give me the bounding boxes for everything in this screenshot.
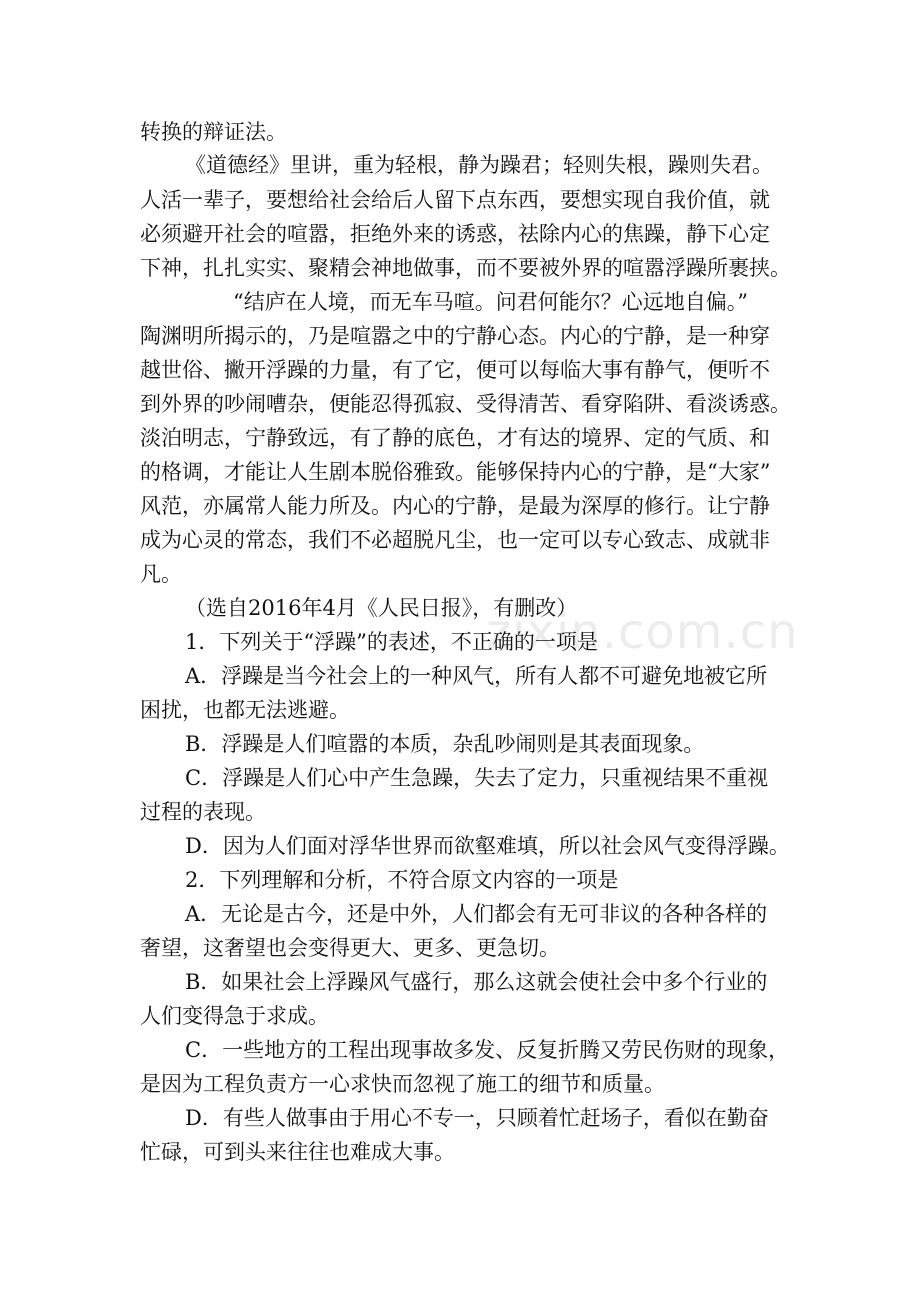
- text-line: B．如果社会上浮躁风气盛行，那么这就会使社会中多个行业的: [185, 970, 768, 994]
- text-line: （选自2016年4月《人民日报》，有删改）: [185, 596, 578, 620]
- text-line: 是因为工程负责方一心求快而忽视了施工的细节和质量。: [140, 1072, 665, 1096]
- watermark: zixin.com.cn: [486, 604, 799, 660]
- text-line: 越世俗、撇开浮躁的力量，有了它，便可以每临大事有静气，便听不: [140, 358, 770, 382]
- text-line: 成为心灵的常态，我们不必超脱凡尘，也一定可以专心致志、成就非: [140, 528, 770, 552]
- text-line: 困扰，也都无法逃避。: [140, 698, 350, 722]
- text-line: D．因为人们面对浮华世界而欲壑难填，所以社会风气变得浮躁。: [185, 834, 790, 858]
- text-line: 过程的表现。: [140, 800, 266, 824]
- text-line: 奢望，这奢望也会变得更大、更多、更急切。: [140, 936, 560, 960]
- text-line: A．浮躁是当今社会上的一种风气，所有人都不可避免地被它所: [185, 664, 768, 688]
- text-line: B．浮躁是人们喧嚣的本质，杂乱吵闹则是其表面现象。: [185, 732, 705, 756]
- text-line: 人活一辈子，要想给社会给后人留下点东西，要想实现自我价值，就: [140, 188, 770, 212]
- text-line: 2．下列理解和分析，不符合原文内容的一项是: [185, 868, 619, 892]
- text-line: 必须避开社会的喧嚣，拒绝外来的诱惑，祛除内心的焦躁，静下心定: [140, 222, 770, 246]
- text-line: “结庐在人境，而无车马喧。问君何能尔？心远地自偏。”: [233, 290, 748, 314]
- text-line: 到外界的吵闹嘈杂，便能忍得孤寂、受得清苦、看穿陷阱、看淡诱惑。: [140, 392, 791, 416]
- text-line: D．有些人做事由于用心不专一，只顾着忙赶场子，看似在勤奋: [185, 1106, 769, 1130]
- text-line: 下神，扎扎实实、聚精会神地做事，而不要被外界的喧嚣浮躁所裹挟。: [140, 256, 791, 280]
- text-line: 陶渊明所揭示的，乃是喧嚣之中的宁静心态。内心的宁静，是一种穿: [140, 324, 770, 348]
- text-line: C．一些地方的工程出现事故多发、反复折腾又劳民伤财的现象，: [185, 1038, 790, 1062]
- text-line: C．浮躁是人们心中产生急躁，失去了定力，只重视结果不重视: [185, 766, 769, 790]
- text-line: 《道德经》里讲，重为轻根，静为躁君；轻则失根，躁则失君。: [185, 153, 773, 177]
- text-line: 风范，亦属常人能力所及。内心的宁静，是最为深厚的修行。让宁静: [140, 494, 770, 518]
- text-line: 转换的辩证法。: [140, 120, 287, 144]
- text-line: 凡。: [140, 562, 182, 586]
- text-line: 1．下列关于“浮躁”的表述，不正确的一项是: [185, 630, 598, 654]
- text-line: 淡泊明志，宁静致远，有了静的底色，才有达的境界、定的气质、和: [140, 426, 770, 450]
- text-line: A．无论是古今，还是中外，人们都会有无可非议的各种各样的: [185, 902, 768, 926]
- text-line: 忙碌，可到头来往往也难成大事。: [140, 1140, 455, 1164]
- text-line: 人们变得急于求成。: [140, 1004, 329, 1028]
- text-line: 的格调，才能让人生剧本脱俗雅致。能够保持内心的宁静，是“大家”: [140, 460, 771, 484]
